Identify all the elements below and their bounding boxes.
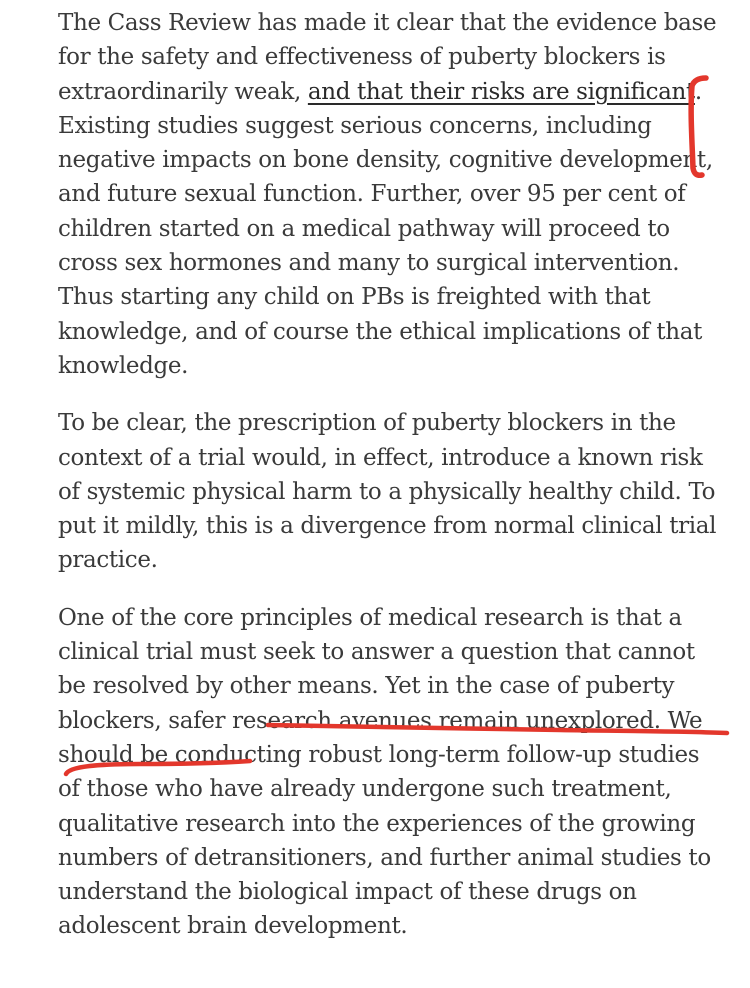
risks-link[interactable]: and that their risks are significant <box>307 78 695 105</box>
paragraph-2: To be clear, the prescription of puberty blockers in the context of a trial would, in effect, introduce a known risk of systemic physical harm to a physically healthy child. To put it mildly, this is a divergence from normal clinical trial practice. <box>58 410 717 574</box>
paragraph-1-rest: . Existing studies suggest serious concerns, including negative impacts on bone density, cognitive development, and future sexual function. Further, over 95 per cent of children started on a medical pathway will proceed to cross sex hormones and many to surgical intervention. Thus starting any child on PBs is freighted with that knowledge, and of course the ethical implications of that knowledge. <box>58 78 713 379</box>
paragraph-3: One of the core principles of medical research is that a clinical trial must seek to answer a question that cannot be resolved by other means. Yet in the case of puberty blockers, safer research avenues remain unexplored. We should be conducting robust long-term follow-up studies of those who have already undergone such treatment, qualitative research into the experiences of the growing numbers of detransitioners, and further animal studies to understand the biological impact of these drugs on adolescent brain development. <box>58 604 711 940</box>
paragraph-1 <box>58 6 718 383</box>
article-body <box>58 6 718 944</box>
paragraph-1-intro: The Cass Review has made it clear that the evidence base for the safety and effectiveness of puberty blockers is extraordinarily weak, <box>58 10 717 105</box>
